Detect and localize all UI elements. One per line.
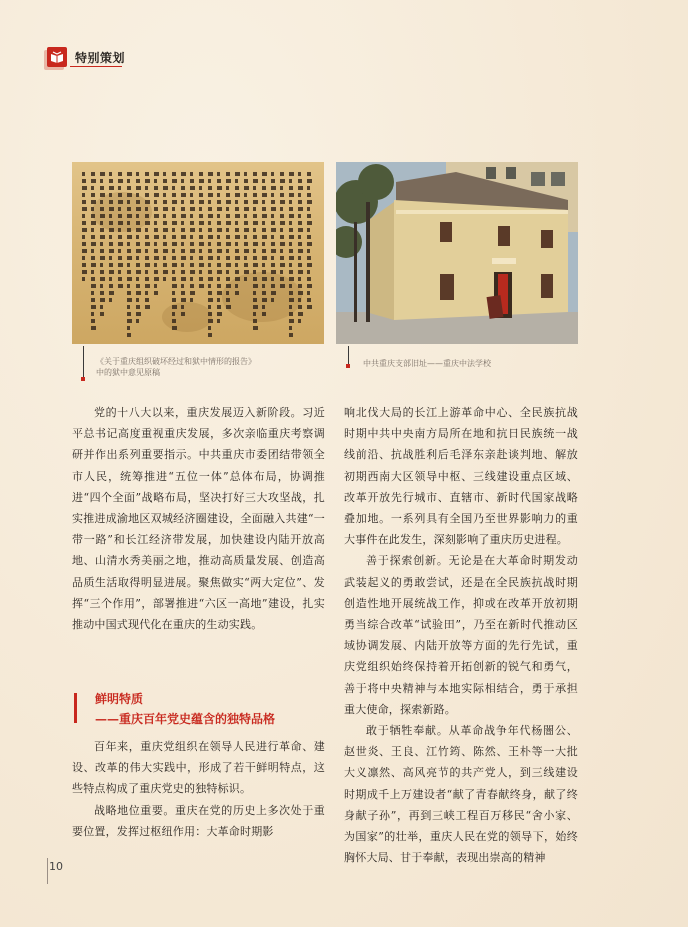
left-column-body [72, 736, 325, 842]
left-column-intro [72, 402, 325, 635]
book-logo-icon [47, 47, 67, 67]
header-rule [70, 66, 122, 67]
subheading-bar [74, 693, 77, 723]
manuscript-handwriting-column [163, 172, 167, 284]
manuscript-handwriting-column [226, 172, 230, 312]
manuscript-handwriting-column [190, 172, 194, 305]
manuscript-photo [72, 162, 324, 344]
building-photo [336, 162, 578, 344]
manuscript-handwriting-column [154, 172, 158, 298]
body-paragraph: 百年来，重庆党组织在领导人民进行革命、建设、改革的伟大实践中，形成了若干鲜明特点，这些特点构成了重庆党史的独特标识。 [72, 740, 325, 796]
body-paragraph: 敢于牺牲奉献。从革命战争年代杨闇公、赵世炎、王良、江竹筠、陈然、王朴等一大批大义凛然、高风亮节的共产党人，到三线建设时期成千上万建设者“献了青春献终身，献了终身献子孙”，再到三峡工程百万移民“舍小家、为国家”的壮举，重庆人民在党的领导下，始终胸怀大局、甘于奉献，表现出崇高的精神 [344, 724, 578, 865]
manuscript-handwriting-column [172, 172, 176, 333]
right-figure-caption: 中共重庆支部旧址——重庆中法学校 [363, 359, 491, 368]
manuscript-handwriting-column [289, 172, 293, 340]
manuscript-handwriting-column [136, 172, 140, 326]
manuscript-handwriting-column [82, 172, 86, 284]
right-caption-marker [346, 364, 350, 368]
manuscript-handwriting-column [145, 172, 149, 312]
manuscript-handwriting-column [244, 172, 248, 284]
manuscript-handwriting-column [271, 172, 275, 305]
body-paragraph: 战略地位重要。重庆在党的历史上多次处于重要位置，发挥过枢纽作用：大革命时期影 [72, 803, 325, 838]
manuscript-handwriting-column [118, 172, 122, 291]
page-number: 10 [49, 860, 63, 873]
subheading-subtitle: ——重庆百年党史蕴含的独特品格 [95, 712, 276, 726]
manuscript-handwriting-column [307, 172, 311, 312]
left-figure-caption: 《关于重庆组织破坏经过和狱中情形的报告》 中的狱中意见原稿 [96, 357, 256, 377]
manuscript-handwriting-column [199, 172, 203, 291]
manuscript-handwriting-column [253, 172, 257, 333]
manuscript-handwriting-column [262, 172, 266, 319]
manuscript-handwriting-column [91, 172, 95, 333]
subheading-title: 鲜明特质 [95, 692, 144, 706]
manuscript-handwriting-column [127, 172, 131, 340]
left-caption-marker [81, 377, 85, 381]
section-header [47, 47, 125, 67]
continued-paragraph: 响北伐大局的长江上游革命中心、全民族抗战时期中共中央南方局所在地和抗日民族统一战线前沿、抗战胜利后毛泽东亲赴谈判地、解放初期西南大区领导中枢、三线建设重点区域、改革开放先行城市、直辖市、新时代国家战略叠加地。一系列具有全国乃至世界影响力的重大事件在此发生，深刻影响了重庆历史进程。 [344, 406, 578, 547]
manuscript-handwriting-column [298, 172, 302, 326]
manuscript-handwriting-column [100, 172, 104, 319]
section-label: 特别策划 [75, 50, 126, 65]
manuscript-handwriting-column [208, 172, 212, 340]
right-column-body [344, 402, 578, 868]
manuscript-handwriting-column [109, 172, 113, 305]
left-caption-rule [83, 346, 84, 380]
intro-paragraph: 党的十八大以来，重庆发展迈入新阶段。习近平总书记高度重视重庆发展，多次亲临重庆考察调研并作出系列重要指示。中共重庆市委团结带领全市人民，统筹推进“五位一体”总体布局，协调推进“四个全面”战略布局，坚决打好三大攻坚战，扎实推进成渝地区双城经济圈建设，全面融入共建“一带一路”和长江经济带发展，加快建设内陆开放高地、山清水秀美丽之地，推动高质量发展、创造高品质生活取得明显进展。聚焦做实“两大定位”、发挥“三个作用”，部署推进“六区一高地”建设，扎实推动中国式现代化在重庆的生动实践。 [72, 406, 325, 632]
manuscript-handwriting-column [280, 172, 284, 291]
manuscript-handwriting-column [181, 172, 185, 319]
body-paragraph: 善于探索创新。无论是在大革命时期发动武装起义的勇敢尝试，还是在全民族抗战时期创造性地开展统战工作，抑或在改革开放初期勇当综合改革“试验田”，乃至在新时代推动区域协调发展、内陆开放等方面的先行先试，重庆党组织始终保持着开拓创新的锐气和勇气，善于将中央精神与本地实际相结合，勇于承担重大使命，探索新路。 [344, 554, 578, 716]
page-number-rule [47, 858, 48, 884]
manuscript-handwriting-column [235, 172, 239, 298]
manuscript-handwriting-column [217, 172, 221, 326]
